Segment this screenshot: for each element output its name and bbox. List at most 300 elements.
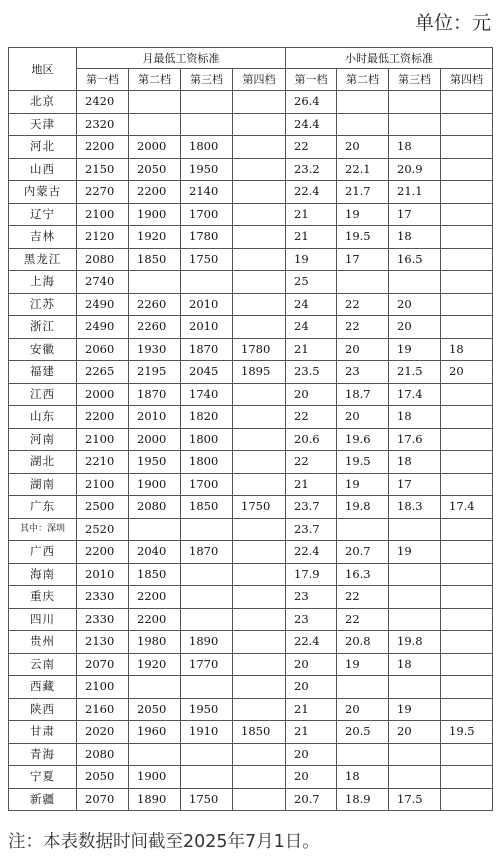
- monthly-tier-2-cell: 2080: [129, 496, 181, 519]
- hourly-tier-2-cell: 17: [337, 248, 389, 271]
- region-cell: 广西: [9, 541, 77, 564]
- monthly-tier-1-cell: 2000: [77, 383, 129, 406]
- region-cell: 辽宁: [9, 203, 77, 226]
- hourly-tier-4-cell: [441, 158, 493, 181]
- hourly-tier-2-cell: 22: [337, 586, 389, 609]
- hourly-tier-1-cell: 22.4: [286, 541, 337, 564]
- monthly-tier-1-cell: 2270: [77, 181, 129, 204]
- hourly-tier-2-cell: 20: [337, 406, 389, 429]
- hourly-tier-1-cell: 22.4: [286, 631, 337, 654]
- monthly-tier-4-cell: [233, 788, 286, 811]
- monthly-tier-2-cell: 1980: [129, 631, 181, 654]
- hourly-tier-3-cell: [389, 113, 441, 136]
- hourly-tier-4-cell: [441, 451, 493, 474]
- hourly-tier-1-cell: 19: [286, 248, 337, 271]
- hourly-tier-3-cell: 20: [389, 721, 441, 744]
- hourly-tier-1-cell: 17.9: [286, 563, 337, 586]
- hourly-tier-3-cell: [389, 608, 441, 631]
- monthly-tier-3-cell: 1740: [181, 383, 233, 406]
- monthly-tier-1-cell: 2060: [77, 338, 129, 361]
- hourly-tier-2-cell: 19: [337, 653, 389, 676]
- monthly-tier-3-cell: 2045: [181, 361, 233, 384]
- region-cell: 海南: [9, 563, 77, 586]
- hourly-tier-4-cell: [441, 608, 493, 631]
- hourly-tier-2-cell: 19.8: [337, 496, 389, 519]
- hourly-tier-4-cell: [441, 743, 493, 766]
- region-cell: 山西: [9, 158, 77, 181]
- monthly-tier-4-cell: [233, 316, 286, 339]
- hourly-tier-4-cell: [441, 181, 493, 204]
- hourly-tier-2-cell: 22: [337, 293, 389, 316]
- monthly-tier-3-cell: 1750: [181, 248, 233, 271]
- hourly-tier-3-cell: 20.9: [389, 158, 441, 181]
- table-row: [9, 788, 493, 811]
- hourly-tier-4-cell: [441, 766, 493, 789]
- hourly-tier-4-cell: 20: [441, 361, 493, 384]
- hourly-tier-4-cell: 18: [441, 338, 493, 361]
- hourly-tier-4-cell: [441, 631, 493, 654]
- monthly-tier-3-cell: 2010: [181, 293, 233, 316]
- monthly-tier-3-cell: 1700: [181, 473, 233, 496]
- hourly-tier-2-cell: 20: [337, 338, 389, 361]
- hourly-tier-4-cell: [441, 406, 493, 429]
- hourly-tier-4-cell: [441, 226, 493, 249]
- hourly-tier-2-cell: [337, 113, 389, 136]
- hourly-tier-3-header: 第三档: [389, 69, 441, 91]
- hourly-tier-4-header: 第四档: [441, 69, 493, 91]
- hourly-tier-1-cell: 24.4: [286, 113, 337, 136]
- monthly-tier-1-cell: 2070: [77, 653, 129, 676]
- monthly-tier-4-cell: 1780: [233, 338, 286, 361]
- table-row: [9, 226, 493, 249]
- region-cell: 新疆: [9, 788, 77, 811]
- monthly-tier-1-cell: 2330: [77, 608, 129, 631]
- hourly-tier-4-cell: [441, 113, 493, 136]
- region-cell: 宁夏: [9, 766, 77, 789]
- monthly-tier-2-cell: 1920: [129, 226, 181, 249]
- hourly-tier-2-cell: [337, 518, 389, 541]
- monthly-tier-3-cell: 1780: [181, 226, 233, 249]
- hourly-tier-4-cell: [441, 541, 493, 564]
- hourly-tier-1-cell: 22.4: [286, 181, 337, 204]
- table-body: [9, 91, 493, 811]
- hourly-tier-2-cell: 16.3: [337, 563, 389, 586]
- hourly-tier-3-cell: 17: [389, 203, 441, 226]
- table-row: [9, 406, 493, 429]
- monthly-tier-4-cell: [233, 541, 286, 564]
- region-cell: 北京: [9, 91, 77, 114]
- monthly-tier-1-cell: 2130: [77, 631, 129, 654]
- monthly-tier-3-cell: [181, 91, 233, 114]
- monthly-tier-2-cell: 1900: [129, 203, 181, 226]
- monthly-tier-1-cell: 2080: [77, 248, 129, 271]
- region-cell: 内蒙古: [9, 181, 77, 204]
- monthly-tier-4-cell: [233, 586, 286, 609]
- monthly-tier-1-cell: 2070: [77, 788, 129, 811]
- hourly-tier-4-cell: [441, 203, 493, 226]
- region-cell: 甘肃: [9, 721, 77, 744]
- table-row: [9, 361, 493, 384]
- table-row: [9, 338, 493, 361]
- monthly-tier-1-cell: 2490: [77, 316, 129, 339]
- monthly-tier-1-cell: 2420: [77, 91, 129, 114]
- monthly-tier-3-header: 第三档: [181, 69, 233, 91]
- hourly-tier-3-cell: [389, 676, 441, 699]
- hourly-tier-3-cell: 19: [389, 698, 441, 721]
- hourly-tier-3-cell: [389, 91, 441, 114]
- hourly-tier-4-cell: [441, 586, 493, 609]
- hourly-tier-4-cell: [441, 271, 493, 294]
- monthly-group-header: 月最低工资标准: [77, 48, 286, 69]
- hourly-tier-3-cell: 18.3: [389, 496, 441, 519]
- hourly-tier-2-cell: [337, 676, 389, 699]
- hourly-tier-3-cell: 17.6: [389, 428, 441, 451]
- hourly-tier-1-cell: 24: [286, 293, 337, 316]
- region-cell: 江苏: [9, 293, 77, 316]
- hourly-tier-4-cell: [441, 91, 493, 114]
- monthly-tier-1-cell: 2265: [77, 361, 129, 384]
- monthly-tier-2-cell: 1900: [129, 473, 181, 496]
- region-cell: 重庆: [9, 586, 77, 609]
- region-cell: 陕西: [9, 698, 77, 721]
- monthly-tier-4-cell: [233, 113, 286, 136]
- region-cell: 上海: [9, 271, 77, 294]
- table-row: [9, 181, 493, 204]
- hourly-tier-4-cell: [441, 383, 493, 406]
- hourly-tier-1-cell: 22: [286, 406, 337, 429]
- monthly-tier-2-cell: 2200: [129, 181, 181, 204]
- table-row: [9, 631, 493, 654]
- monthly-tier-4-cell: [233, 608, 286, 631]
- monthly-tier-1-cell: 2210: [77, 451, 129, 474]
- monthly-tier-3-cell: 2010: [181, 316, 233, 339]
- monthly-tier-4-cell: [233, 563, 286, 586]
- hourly-tier-4-cell: [441, 136, 493, 159]
- monthly-tier-1-cell: 2100: [77, 428, 129, 451]
- monthly-tier-2-cell: 1870: [129, 383, 181, 406]
- hourly-tier-2-cell: 20: [337, 136, 389, 159]
- hourly-tier-4-cell: [441, 248, 493, 271]
- monthly-tier-1-cell: 2120: [77, 226, 129, 249]
- monthly-tier-2-cell: 2260: [129, 316, 181, 339]
- table-row: [9, 428, 493, 451]
- monthly-tier-1-cell: 2200: [77, 136, 129, 159]
- monthly-tier-4-cell: [233, 271, 286, 294]
- table-row: [9, 316, 493, 339]
- hourly-tier-1-cell: 21: [286, 338, 337, 361]
- monthly-tier-2-cell: [129, 743, 181, 766]
- monthly-tier-3-cell: 1800: [181, 136, 233, 159]
- monthly-tier-1-cell: 2100: [77, 676, 129, 699]
- hourly-tier-1-cell: 21: [286, 721, 337, 744]
- monthly-tier-3-cell: [181, 743, 233, 766]
- hourly-tier-4-cell: [441, 518, 493, 541]
- monthly-tier-4-cell: [233, 406, 286, 429]
- monthly-tier-3-cell: [181, 608, 233, 631]
- monthly-tier-3-cell: 1950: [181, 158, 233, 181]
- table-row: [9, 293, 493, 316]
- hourly-tier-4-cell: [441, 428, 493, 451]
- monthly-tier-2-cell: 2000: [129, 136, 181, 159]
- region-cell: 河南: [9, 428, 77, 451]
- hourly-tier-4-cell: [441, 293, 493, 316]
- hourly-tier-2-cell: 19.6: [337, 428, 389, 451]
- monthly-tier-3-cell: [181, 271, 233, 294]
- footnote: 注：本表数据时间截至2025年7月1日。: [8, 832, 320, 852]
- hourly-tier-1-cell: 21: [286, 698, 337, 721]
- hourly-tier-3-cell: [389, 271, 441, 294]
- hourly-tier-3-cell: 21.5: [389, 361, 441, 384]
- region-cell: 吉林: [9, 226, 77, 249]
- region-cell: 黑龙江: [9, 248, 77, 271]
- monthly-tier-1-cell: 2100: [77, 473, 129, 496]
- monthly-tier-1-cell: 2080: [77, 743, 129, 766]
- hourly-tier-1-cell: 23.5: [286, 361, 337, 384]
- monthly-tier-3-cell: 1700: [181, 203, 233, 226]
- monthly-tier-3-cell: 1910: [181, 721, 233, 744]
- table-row: [9, 721, 493, 744]
- monthly-tier-1-cell: 2200: [77, 406, 129, 429]
- monthly-tier-2-cell: 2050: [129, 158, 181, 181]
- monthly-tier-2-cell: 2050: [129, 698, 181, 721]
- monthly-tier-4-cell: [233, 766, 286, 789]
- monthly-tier-3-cell: 1870: [181, 541, 233, 564]
- region-cell: 湖南: [9, 473, 77, 496]
- region-cell: 西藏: [9, 676, 77, 699]
- hourly-tier-3-cell: 19.8: [389, 631, 441, 654]
- monthly-tier-4-cell: [233, 181, 286, 204]
- monthly-tier-4-cell: 1850: [233, 721, 286, 744]
- monthly-tier-3-cell: [181, 676, 233, 699]
- monthly-tier-4-cell: [233, 518, 286, 541]
- monthly-tier-3-cell: [181, 563, 233, 586]
- monthly-tier-2-cell: 2200: [129, 586, 181, 609]
- hourly-tier-2-cell: 20.7: [337, 541, 389, 564]
- hourly-tier-2-cell: 20.5: [337, 721, 389, 744]
- hourly-tier-1-cell: 20: [286, 766, 337, 789]
- hourly-group-header: 小时最低工资标准: [286, 48, 493, 69]
- hourly-tier-1-header: 第一档: [286, 69, 337, 91]
- hourly-tier-3-cell: [389, 563, 441, 586]
- hourly-tier-4-cell: [441, 698, 493, 721]
- hourly-tier-3-cell: 17.5: [389, 788, 441, 811]
- monthly-tier-1-cell: 2200: [77, 541, 129, 564]
- hourly-tier-3-cell: 17.4: [389, 383, 441, 406]
- monthly-tier-4-cell: [233, 203, 286, 226]
- monthly-tier-2-cell: [129, 113, 181, 136]
- region-cell: 湖北: [9, 451, 77, 474]
- table-row: [9, 158, 493, 181]
- monthly-tier-3-cell: [181, 113, 233, 136]
- hourly-tier-3-cell: 20: [389, 316, 441, 339]
- hourly-tier-4-cell: 19.5: [441, 721, 493, 744]
- hourly-tier-2-cell: 19: [337, 473, 389, 496]
- monthly-tier-2-cell: [129, 271, 181, 294]
- hourly-tier-3-cell: 19: [389, 338, 441, 361]
- monthly-tier-1-cell: 2740: [77, 271, 129, 294]
- hourly-tier-3-cell: 16.5: [389, 248, 441, 271]
- hourly-tier-1-cell: 22: [286, 451, 337, 474]
- hourly-tier-2-cell: 22.1: [337, 158, 389, 181]
- monthly-tier-4-cell: [233, 91, 286, 114]
- monthly-tier-2-cell: 2200: [129, 608, 181, 631]
- hourly-tier-4-cell: [441, 676, 493, 699]
- monthly-tier-3-cell: 1870: [181, 338, 233, 361]
- hourly-tier-3-cell: [389, 518, 441, 541]
- monthly-tier-4-cell: [233, 428, 286, 451]
- hourly-tier-3-cell: 18: [389, 451, 441, 474]
- table-row: [9, 766, 493, 789]
- unit-label: 单位：元: [414, 12, 491, 34]
- hourly-tier-1-cell: 20: [286, 743, 337, 766]
- monthly-tier-1-cell: 2050: [77, 766, 129, 789]
- hourly-tier-2-cell: 18.7: [337, 383, 389, 406]
- monthly-tier-3-cell: 1750: [181, 788, 233, 811]
- monthly-tier-3-cell: 1800: [181, 428, 233, 451]
- region-cell: 安徽: [9, 338, 77, 361]
- hourly-tier-3-cell: 18: [389, 406, 441, 429]
- monthly-tier-2-cell: 1890: [129, 788, 181, 811]
- hourly-tier-1-cell: 20.7: [286, 788, 337, 811]
- monthly-tier-1-cell: 2010: [77, 563, 129, 586]
- hourly-tier-2-cell: 20: [337, 698, 389, 721]
- hourly-tier-1-cell: 26.4: [286, 91, 337, 114]
- table-row: [9, 541, 493, 564]
- monthly-tier-3-cell: 1890: [181, 631, 233, 654]
- region-cell: 其中：深圳: [9, 518, 77, 541]
- monthly-tier-2-cell: 1850: [129, 248, 181, 271]
- monthly-tier-4-cell: [233, 451, 286, 474]
- hourly-tier-3-cell: 20: [389, 293, 441, 316]
- hourly-tier-2-cell: 19: [337, 203, 389, 226]
- hourly-tier-1-cell: 21: [286, 203, 337, 226]
- monthly-tier-4-cell: [233, 653, 286, 676]
- monthly-tier-2-cell: 1920: [129, 653, 181, 676]
- monthly-tier-4-cell: [233, 248, 286, 271]
- region-cell: 四川: [9, 608, 77, 631]
- hourly-tier-2-cell: 18: [337, 766, 389, 789]
- hourly-tier-1-cell: 20: [286, 653, 337, 676]
- monthly-tier-2-cell: 1950: [129, 451, 181, 474]
- table-row: [9, 271, 493, 294]
- table-row: [9, 676, 493, 699]
- monthly-tier-3-cell: [181, 766, 233, 789]
- monthly-tier-4-cell: [233, 473, 286, 496]
- monthly-tier-1-cell: 2330: [77, 586, 129, 609]
- hourly-tier-2-cell: 23: [337, 361, 389, 384]
- monthly-tier-4-cell: [233, 226, 286, 249]
- monthly-tier-4-cell: [233, 136, 286, 159]
- hourly-tier-1-cell: 23: [286, 586, 337, 609]
- hourly-tier-4-cell: [441, 563, 493, 586]
- monthly-tier-4-cell: [233, 676, 286, 699]
- table-row: [9, 473, 493, 496]
- table-row: [9, 698, 493, 721]
- table-row: [9, 653, 493, 676]
- table-row: [9, 496, 493, 519]
- hourly-tier-2-header: 第二档: [337, 69, 389, 91]
- hourly-tier-3-cell: 19: [389, 541, 441, 564]
- monthly-tier-1-cell: 2160: [77, 698, 129, 721]
- hourly-tier-1-cell: 23: [286, 608, 337, 631]
- monthly-tier-2-cell: 2260: [129, 293, 181, 316]
- hourly-tier-1-cell: 25: [286, 271, 337, 294]
- monthly-tier-1-cell: 2490: [77, 293, 129, 316]
- region-header: 地区: [9, 48, 77, 91]
- hourly-tier-3-cell: 21.1: [389, 181, 441, 204]
- monthly-tier-4-cell: [233, 698, 286, 721]
- monthly-tier-3-cell: 1800: [181, 451, 233, 474]
- monthly-tier-2-cell: 1850: [129, 563, 181, 586]
- hourly-tier-3-cell: [389, 586, 441, 609]
- monthly-tier-1-cell: 2320: [77, 113, 129, 136]
- hourly-tier-1-cell: 23.7: [286, 518, 337, 541]
- hourly-tier-1-cell: 21: [286, 473, 337, 496]
- monthly-tier-2-cell: [129, 676, 181, 699]
- hourly-tier-4-cell: [441, 316, 493, 339]
- monthly-tier-4-cell: [233, 158, 286, 181]
- hourly-tier-2-cell: [337, 743, 389, 766]
- region-cell: 福建: [9, 361, 77, 384]
- monthly-tier-1-cell: 2500: [77, 496, 129, 519]
- minimum-wage-table: [8, 47, 493, 811]
- hourly-tier-2-cell: 19.5: [337, 451, 389, 474]
- hourly-tier-2-cell: 22: [337, 316, 389, 339]
- hourly-tier-4-cell: [441, 788, 493, 811]
- hourly-tier-2-cell: 21.7: [337, 181, 389, 204]
- hourly-tier-4-cell: [441, 653, 493, 676]
- hourly-tier-2-cell: 20.8: [337, 631, 389, 654]
- monthly-tier-3-cell: 1820: [181, 406, 233, 429]
- monthly-tier-1-cell: 2020: [77, 721, 129, 744]
- monthly-tier-3-cell: [181, 586, 233, 609]
- table-row: [9, 203, 493, 226]
- region-cell: 贵州: [9, 631, 77, 654]
- region-cell: 山东: [9, 406, 77, 429]
- table-row: [9, 563, 493, 586]
- monthly-tier-2-cell: 2010: [129, 406, 181, 429]
- hourly-tier-1-cell: 20: [286, 383, 337, 406]
- monthly-tier-2-cell: [129, 518, 181, 541]
- table-row: [9, 248, 493, 271]
- region-cell: 天津: [9, 113, 77, 136]
- monthly-tier-1-cell: 2520: [77, 518, 129, 541]
- monthly-tier-2-cell: 2040: [129, 541, 181, 564]
- monthly-tier-2-cell: 1900: [129, 766, 181, 789]
- monthly-tier-3-cell: 1950: [181, 698, 233, 721]
- hourly-tier-2-cell: 22: [337, 608, 389, 631]
- region-cell: 河北: [9, 136, 77, 159]
- hourly-tier-1-cell: 22: [286, 136, 337, 159]
- monthly-tier-2-header: 第二档: [129, 69, 181, 91]
- hourly-tier-2-cell: 19.5: [337, 226, 389, 249]
- region-cell: 广东: [9, 496, 77, 519]
- hourly-tier-3-cell: [389, 766, 441, 789]
- table-row: [9, 113, 493, 136]
- monthly-tier-2-cell: 2000: [129, 428, 181, 451]
- region-cell: 浙江: [9, 316, 77, 339]
- monthly-tier-4-header: 第四档: [233, 69, 286, 91]
- monthly-tier-4-cell: [233, 743, 286, 766]
- table-row: [9, 136, 493, 159]
- hourly-tier-1-cell: 24: [286, 316, 337, 339]
- monthly-tier-4-cell: [233, 383, 286, 406]
- hourly-tier-1-cell: 23.7: [286, 496, 337, 519]
- monthly-tier-3-cell: 1770: [181, 653, 233, 676]
- table-row: [9, 518, 493, 541]
- monthly-tier-1-header: 第一档: [77, 69, 129, 91]
- region-cell: 青海: [9, 743, 77, 766]
